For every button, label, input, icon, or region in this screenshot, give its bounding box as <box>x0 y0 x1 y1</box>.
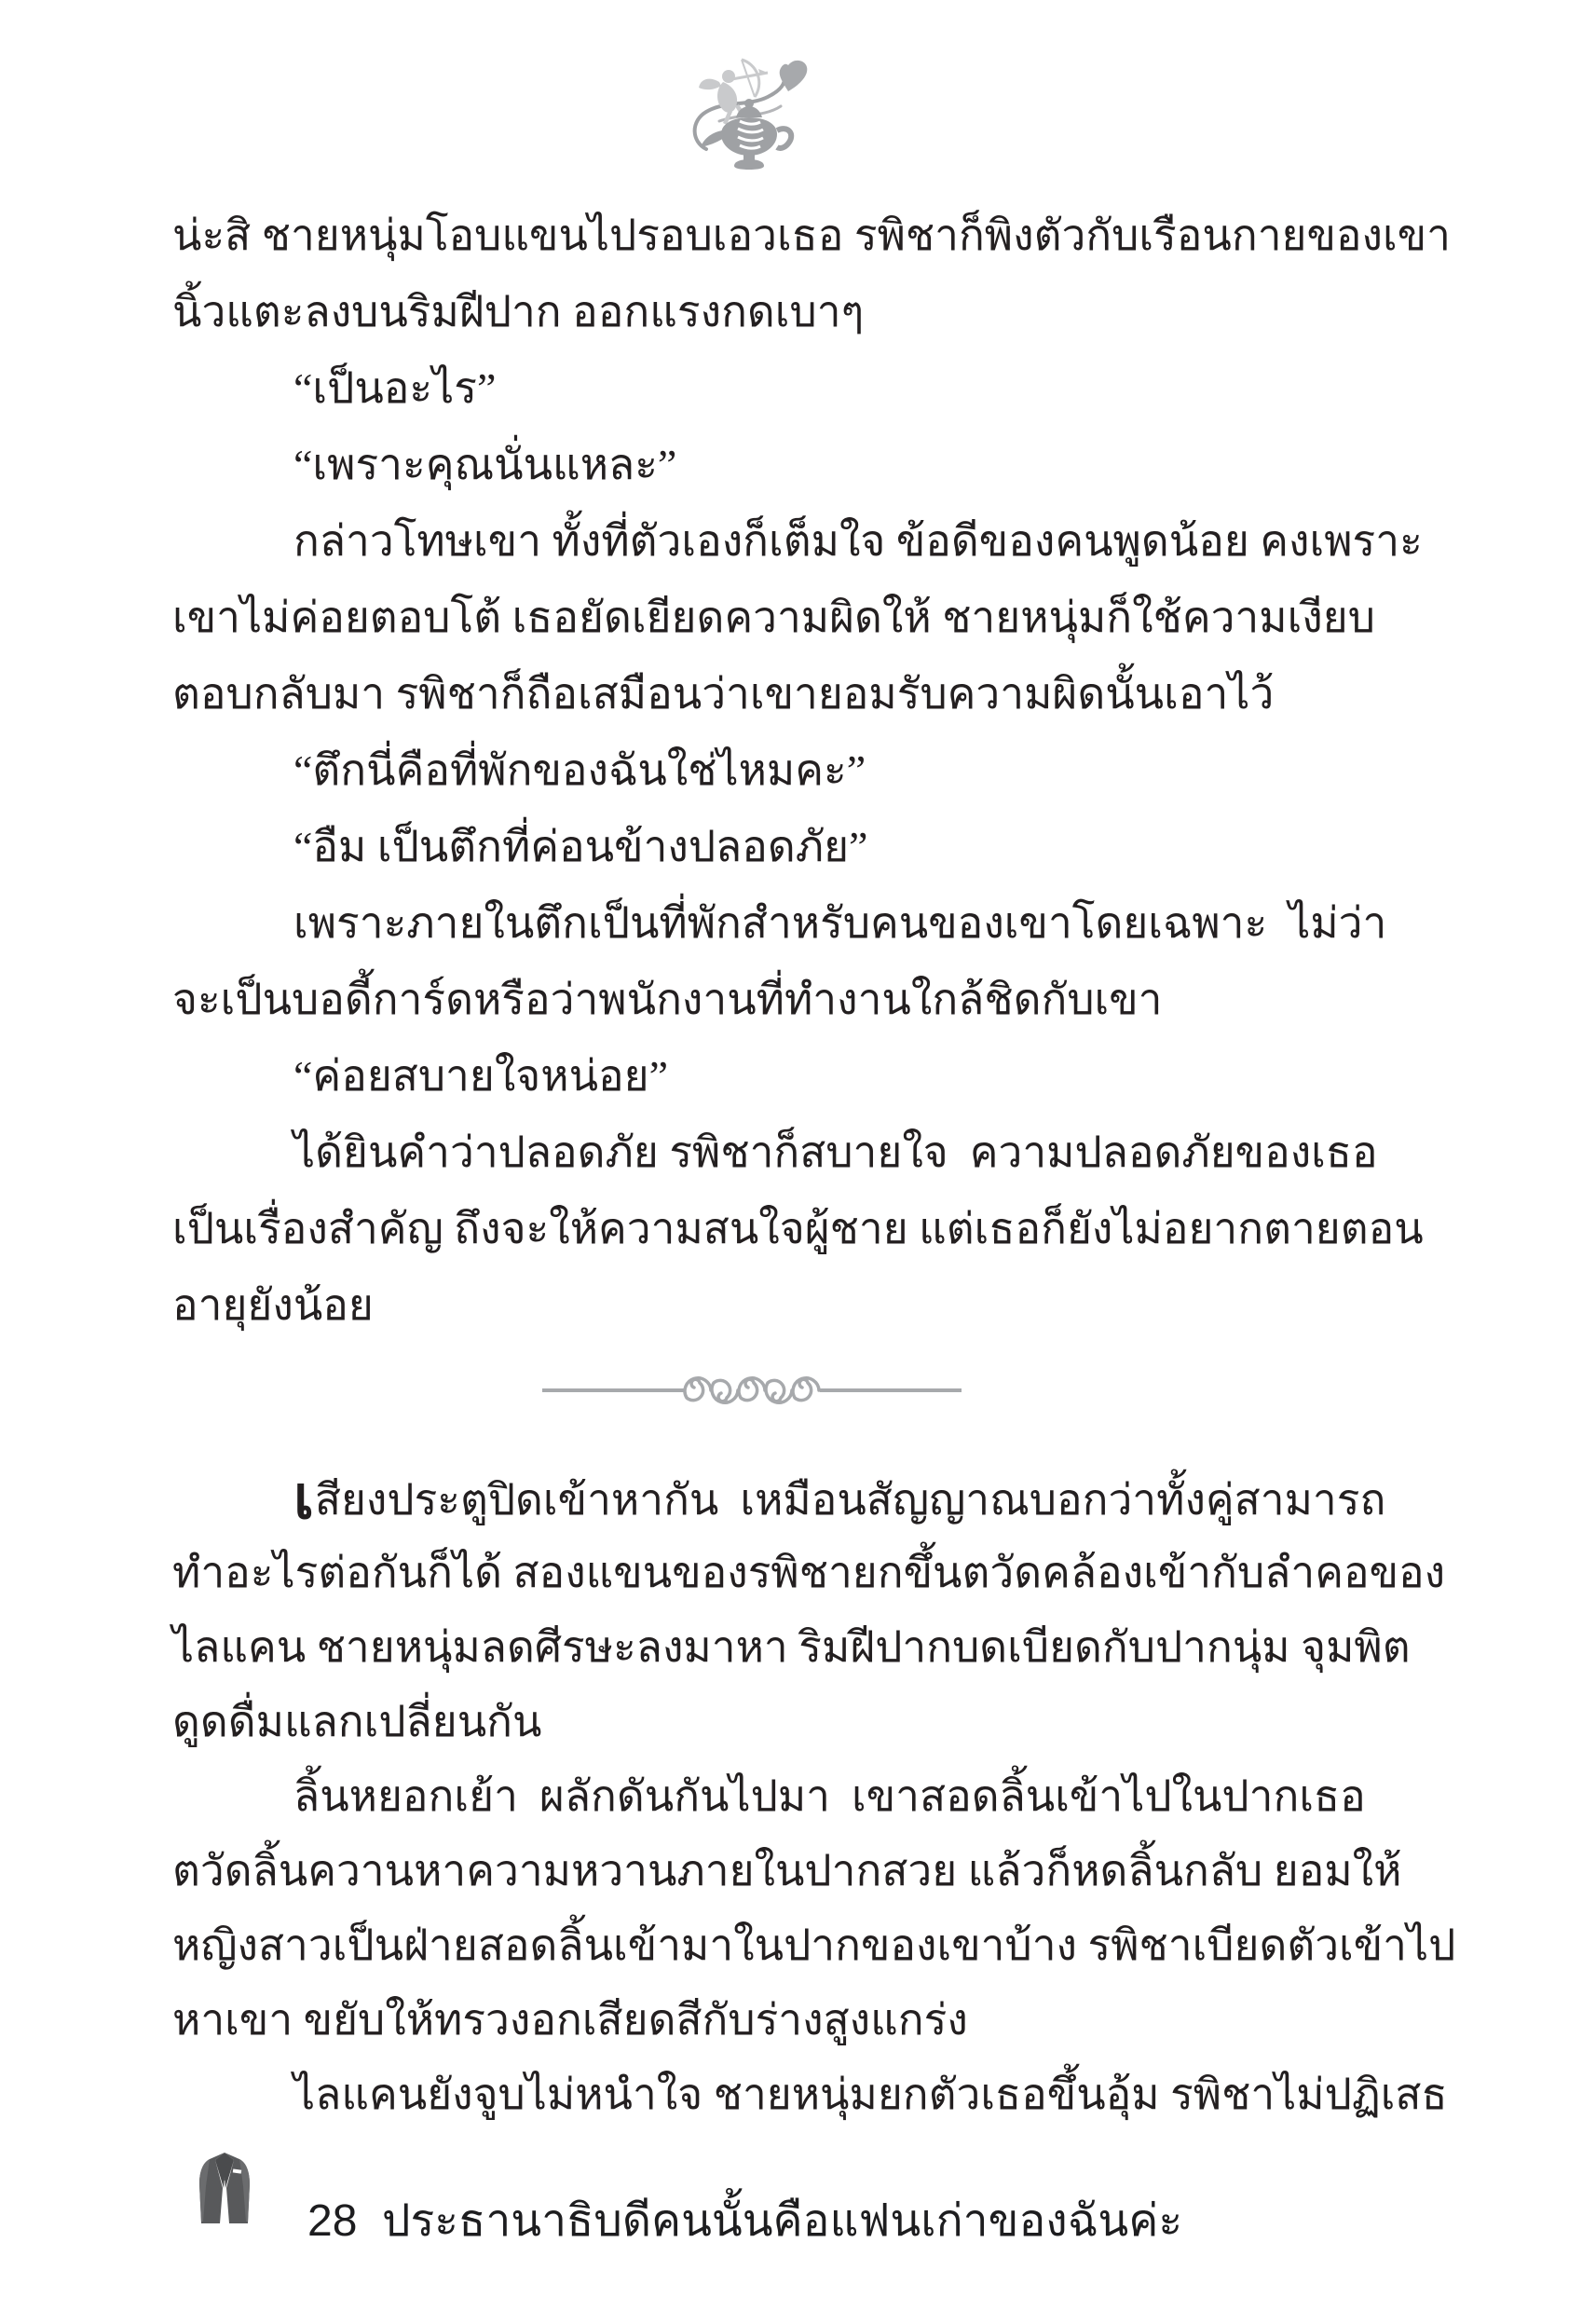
text-line: ไลแคน ชายหนุ่มลดศีรษะลงมาหา ริมฝีปากบดเบียดกับปากนุ่ม จุมพิต <box>172 1623 1411 1671</box>
text-line: เป็นเรื่องสำคัญ ถึงจะให้ความสนใจผู้ชาย แต่เธอก็ยังไม่อยากตายตอน <box>172 1205 1424 1252</box>
cupid-genie-lamp-icon <box>691 52 811 171</box>
text-line: หญิงสาวเป็นฝ่ายสอดลิ้นเข้ามาในปากของเขาบ้าง รพิชาเบียดตัวเข้าไป <box>172 1921 1456 1969</box>
text-line: ตวัดลิ้นควานหาความหวานภายในปากสวย แล้วก็หดลิ้นกลับ ยอมให้ <box>172 1847 1402 1894</box>
page-number: 28 <box>307 2196 358 2246</box>
text-line: อายุยังน้อย <box>172 1281 374 1329</box>
scroll-divider-svg <box>542 1361 962 1420</box>
text-line: ดูดดื่มแลกเปลี่ยนกัน <box>172 1698 542 1745</box>
text-line: ตอบกลับมา รพิชาก็ถือเสมือนว่าเขายอมรับความผิดนั้นเอาไว้ <box>172 670 1275 718</box>
text-line: ได้ยินคำว่าปลอดภัย รพิชาก็สบายใจ ความปลอดภัยของเธอ <box>293 1128 1378 1176</box>
text-line-dialogue: “อืม เป็นตึกที่ค่อนข้างปลอดภัย” <box>293 823 868 870</box>
text-line: กล่าวโทษเขา ทั้งที่ตัวเองก็เต็มใจ ข้อดีของคนพูดน้อย คงเพราะ <box>293 517 1423 565</box>
text-line: ไลแคนยังจูบไม่หนำใจ ชายหนุ่มยกตัวเธอขึ้นอุ้ม รพิชาไม่ปฏิเสธ <box>293 2071 1448 2118</box>
text-line: ลิ้นหยอกเย้า ผลักดันกันไปมา เขาสอดลิ้นเข้าไปในปากเธอ <box>293 1772 1366 1820</box>
text-line: จะเป็นบอดี้การ์ดหรือว่าพนักงานที่ทำงานใกล้ชิดกับเขา <box>172 976 1163 1023</box>
text-line: สียงประตูปิดเข้าหากัน เหมือนสัญญาณบอกว่าทั้งคู่สามารถ <box>314 1476 1386 1524</box>
text-line: นิ้วแตะลงบนริมฝีปาก ออกแรงกดเบาๆ <box>172 288 865 335</box>
text-line-section-start <box>172 1461 1386 1536</box>
text-line-dialogue: “ค่อยสบายใจหน่อย” <box>293 1052 669 1100</box>
suit-icon <box>198 2149 252 2229</box>
text-line: หาเขา ขยับให้ทรวงอกเสียดสีกับร่างสูงแกร่ง <box>172 1996 968 2044</box>
text-line: ทำอะไรต่อกันก็ได้ สองแขนของรพิชายกขึ้นตวัดคล้องเข้ากับลำคอของ <box>172 1549 1446 1596</box>
suit-icon-svg <box>198 2149 252 2229</box>
text-line-dialogue: “เพราะคุณนั่นแหละ” <box>293 441 677 488</box>
text-line: น่ะสิ ชายหนุ่มโอบแขนไปรอบเอวเธอ รพิชาก็พิงตัวกับเรือนกายของเขา <box>172 212 1452 259</box>
page-footer <box>0 2143 1596 2246</box>
text-line-dialogue: “เป็นอะไร” <box>293 364 497 412</box>
footer-book-title: ประธานาธิบดีคนนั้นคือแฟนเก่าของฉันค่ะ <box>382 2196 1183 2246</box>
text-block-1 <box>172 198 1452 1344</box>
text-block-2 <box>172 1461 1456 2132</box>
text-line: เขาไม่ค่อยตอบโต้ เธอยัดเยียดความผิดให้ ชายหนุ่มก็ใช้ความเงียบ <box>172 594 1375 641</box>
text-line-dialogue: “ตึกนี่คือที่พักของฉันใช่ไหมคะ” <box>293 746 866 794</box>
text-line: เพราะภายในตึกเป็นที่พักสำหรับคนของเขาโดยเฉพาะ ไม่ว่า <box>293 899 1387 947</box>
drop-cap: เ <box>293 1465 315 1531</box>
cupid-genie-lamp-svg <box>691 52 811 171</box>
scroll-divider-icon <box>542 1361 962 1420</box>
